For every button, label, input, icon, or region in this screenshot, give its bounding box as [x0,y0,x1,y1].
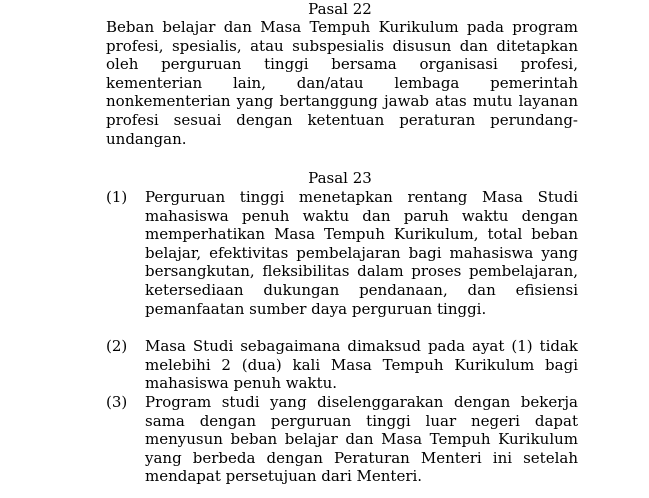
pasal-22-paragraph: Beban belajar dan Masa Tempuh Kurikulum pada program profesi, spesialis, atau subspesialis disusun dan ditetapkan oleh perguruan tinggi bersama organisasi profesi, kementerian lain, dan/atau lembaga pemerintah nonkementerian yang bertanggung jawab atas mutu layanan profesi sesuai dengan ketentuan peraturan perundang-undangan. [106,18,578,148]
pasal-22-heading: Pasal 22 [308,0,372,18]
pasal-23-heading: Pasal 23 [308,169,372,187]
pasal-23-item-3 [106,393,578,486]
item-text: Perguruan tinggi menetapkan rentang Masa Studi mahasiswa penuh waktu dan paruh waktu dengan memperhatikan Masa Tempuh Kurikulum, total beban belajar, efektivitas pembelajaran bagi mahasiswa yang bersangkutan, fleksibilitas dalam proses pembelajaran, ketersediaan dukungan pendanaan, dan efisiensi pemanfaatan sumber daya perguruan tinggi. [145,188,578,318]
item-text: Program studi yang diselenggarakan dengan bekerja sama dengan perguruan tinggi luar negeri dapat menyusun beban belajar dan Masa Tempuh Kurikulum yang berbeda dengan Peraturan Menteri ini setelah mendapat persetujuan dari Menteri. [145,393,578,486]
item-number: (3) [106,393,128,411]
pasal-23-item-2 [106,337,578,393]
item-number: (1) [106,188,128,206]
item-number: (2) [106,337,128,355]
item-text: Masa Studi sebagaimana dimaksud pada ayat (1) tidak melebihi 2 (dua) kali Masa Tempuh Kurikulum bagi mahasiswa penuh waktu. [145,337,578,393]
pasal-23-item-1 [106,188,578,318]
